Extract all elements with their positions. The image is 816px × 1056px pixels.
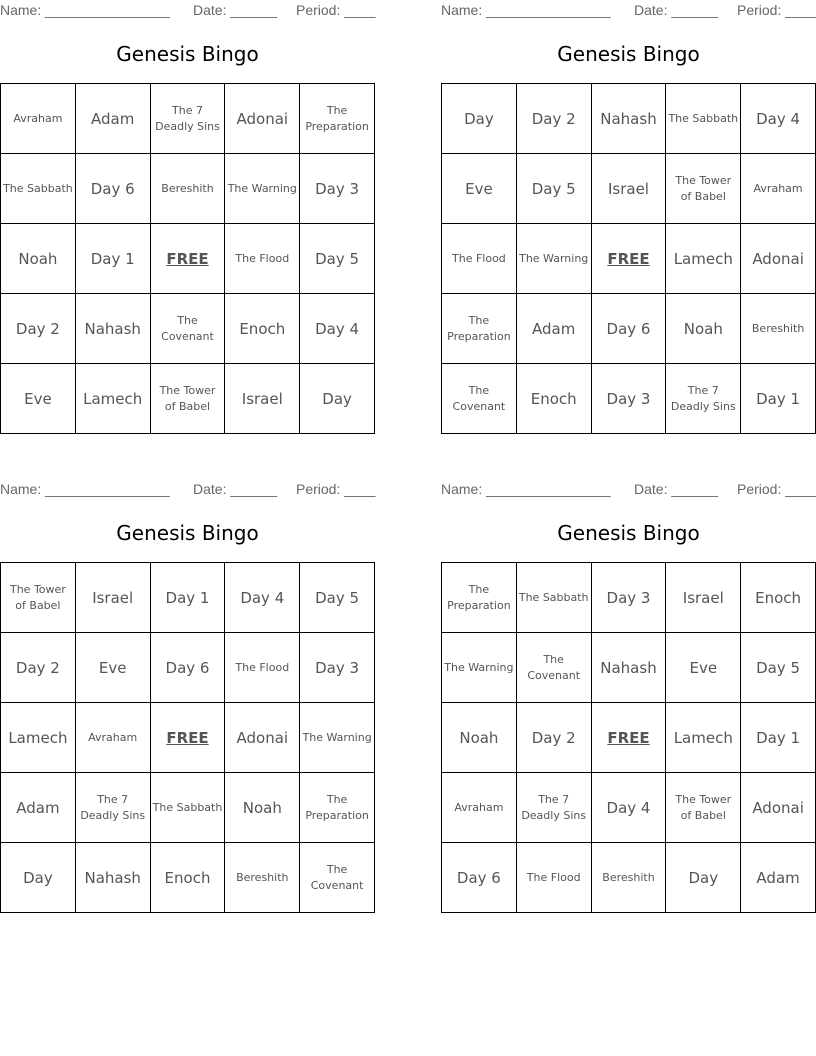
bingo-cell: The Preparation [300,84,375,154]
bingo-cell: The Sabbath [666,84,741,154]
bingo-cell: The Warning [442,633,517,703]
bingo-cell: Israel [76,563,151,633]
bingo-cell: Adonai [225,703,300,773]
bingo-cell: The Sabbath [517,563,592,633]
bingo-cell: The Covenant [300,843,375,913]
bingo-cell: Adam [741,843,816,913]
bingo-cell: Day 1 [741,703,816,773]
bingo-cell: Avraham [741,154,816,224]
card-title: Genesis Bingo [557,521,700,545]
bingo-cell: Day 2 [1,294,76,364]
bingo-cell: The Tower of Babel [1,563,76,633]
bingo-cell: Eve [442,154,517,224]
bingo-cell: Day 2 [517,703,592,773]
bingo-cell: The Covenant [517,633,592,703]
bingo-cell: Day 2 [1,633,76,703]
bingo-cell: The Flood [225,633,300,703]
bingo-cell: The Tower of Babel [666,773,741,843]
bingo-cell: Day 2 [517,84,592,154]
bingo-cell: Enoch [741,563,816,633]
bingo-cell: Day 6 [76,154,151,224]
bingo-grid [0,562,375,913]
name-field-label: Name: ________________ [0,2,170,18]
bingo-cell: Noah [1,224,76,294]
bingo-cell: Day 6 [442,843,517,913]
bingo-cell: Day 5 [517,154,592,224]
bingo-cell: The 7 Deadly Sins [151,84,226,154]
bingo-cell: The Tower of Babel [666,154,741,224]
card-title: Genesis Bingo [557,42,700,66]
bingo-cell: Day 5 [300,224,375,294]
bingo-cell: The Covenant [442,364,517,434]
bingo-cell: Day 6 [151,633,226,703]
bingo-cell: Day 4 [592,773,667,843]
bingo-cell: The 7 Deadly Sins [76,773,151,843]
bingo-cell: Day 6 [592,294,667,364]
student-info-header [441,2,816,20]
period-field-label: Period: ____ [296,2,376,18]
bingo-cell: Avraham [76,703,151,773]
bingo-cell: Day 1 [76,224,151,294]
period-field-label: Period: ____ [737,481,816,497]
bingo-cell: Adam [76,84,151,154]
bingo-cell: The Warning [517,224,592,294]
bingo-cell: Noah [225,773,300,843]
bingo-cell: The Flood [225,224,300,294]
bingo-cell: The Sabbath [1,154,76,224]
bingo-cell: Eve [666,633,741,703]
student-info-header [0,481,375,499]
bingo-cell: Day 4 [741,84,816,154]
bingo-cell: Bereshith [151,154,226,224]
bingo-cell: Day 5 [300,563,375,633]
bingo-cell: Israel [666,563,741,633]
bingo-cell: Day 5 [741,633,816,703]
bingo-grid [441,83,816,434]
bingo-cell: Adonai [225,84,300,154]
date-field-label: Date: ______ [634,2,719,18]
name-field-label: Name: ________________ [441,481,611,497]
bingo-cell: The Warning [300,703,375,773]
bingo-cell: Lamech [666,224,741,294]
bingo-cell: Adonai [741,773,816,843]
bingo-cell: Adonai [741,224,816,294]
date-field-label: Date: ______ [193,481,278,497]
bingo-cell: Lamech [666,703,741,773]
free-space-cell: FREE [592,703,667,773]
bingo-cell: Day [1,843,76,913]
bingo-cell: Eve [76,633,151,703]
bingo-grid [441,562,816,913]
bingo-cell: Enoch [517,364,592,434]
bingo-cell: Day 4 [300,294,375,364]
bingo-cell: Lamech [1,703,76,773]
bingo-cell: Noah [442,703,517,773]
bingo-cell: Bereshith [225,843,300,913]
student-info-header [441,481,816,499]
bingo-cell: The Preparation [442,563,517,633]
bingo-cell: Israel [592,154,667,224]
period-field-label: Period: ____ [737,2,816,18]
free-space-cell: FREE [151,703,226,773]
bingo-cell: Nahash [592,84,667,154]
bingo-cell: The Flood [517,843,592,913]
bingo-cell: Nahash [76,843,151,913]
bingo-cell: Day 3 [592,364,667,434]
bingo-cell: Day 1 [741,364,816,434]
bingo-cell: The 7 Deadly Sins [666,364,741,434]
student-info-header [0,2,375,20]
bingo-cell: Day [442,84,517,154]
bingo-grid [0,83,375,434]
period-field-label: Period: ____ [296,481,376,497]
bingo-cell: The Tower of Babel [151,364,226,434]
bingo-cell: Adam [1,773,76,843]
free-space-cell: FREE [151,224,226,294]
date-field-label: Date: ______ [193,2,278,18]
bingo-cell: Day 3 [592,563,667,633]
bingo-cell: Israel [225,364,300,434]
bingo-cell: The Warning [225,154,300,224]
bingo-cell: Day 3 [300,633,375,703]
bingo-cell: Nahash [592,633,667,703]
bingo-cell: Day [300,364,375,434]
bingo-cell: Enoch [225,294,300,364]
bingo-cell: The Preparation [442,294,517,364]
bingo-cell: The Preparation [300,773,375,843]
name-field-label: Name: ________________ [0,481,170,497]
bingo-cell: Lamech [76,364,151,434]
bingo-cell: Enoch [151,843,226,913]
bingo-cell: Day 3 [300,154,375,224]
free-space-cell: FREE [592,224,667,294]
bingo-cell: Bereshith [592,843,667,913]
bingo-cell: The 7 Deadly Sins [517,773,592,843]
bingo-cell: Day 1 [151,563,226,633]
bingo-cell: Eve [1,364,76,434]
card-title: Genesis Bingo [116,521,259,545]
bingo-cell: Day [666,843,741,913]
bingo-cell: Avraham [442,773,517,843]
bingo-cell: Noah [666,294,741,364]
bingo-cell: Nahash [76,294,151,364]
bingo-cell: The Covenant [151,294,226,364]
name-field-label: Name: ________________ [441,2,611,18]
card-title: Genesis Bingo [116,42,259,66]
bingo-cell: Day 4 [225,563,300,633]
bingo-cell: The Sabbath [151,773,226,843]
bingo-cell: Bereshith [741,294,816,364]
bingo-cell: Adam [517,294,592,364]
bingo-cell: Avraham [1,84,76,154]
date-field-label: Date: ______ [634,481,719,497]
bingo-cell: The Flood [442,224,517,294]
